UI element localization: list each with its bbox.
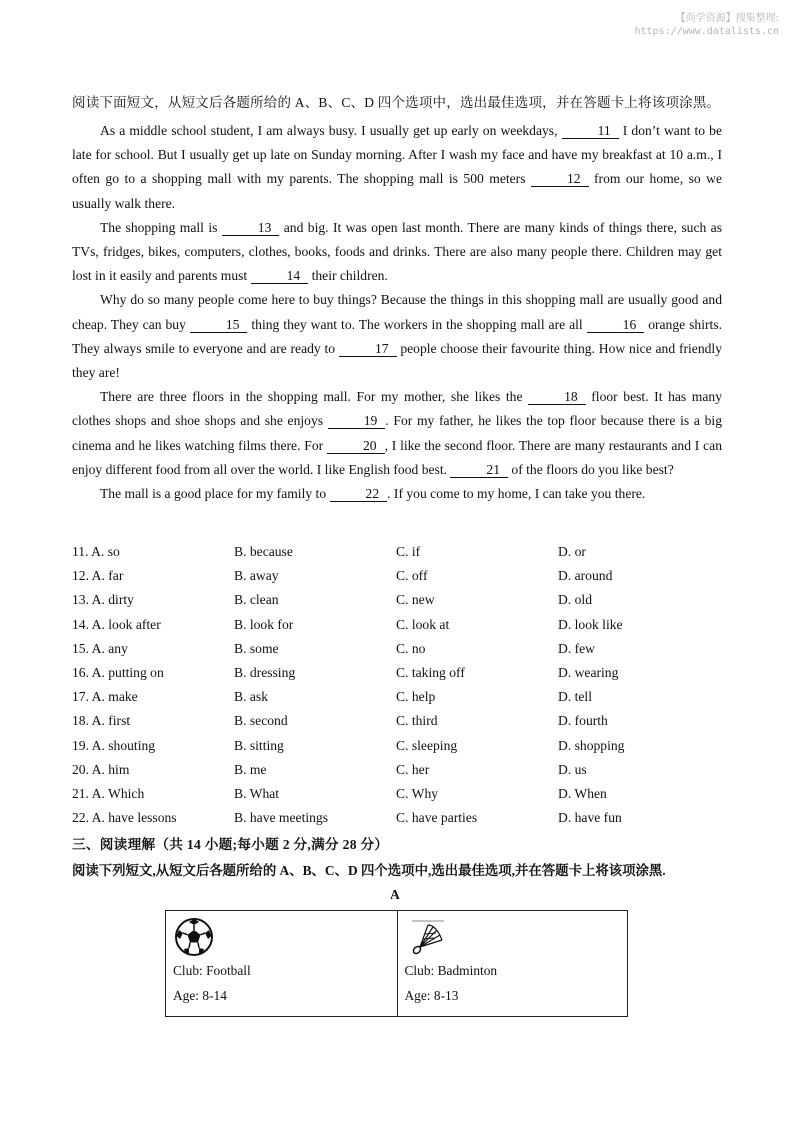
option-b: B. because xyxy=(234,544,293,560)
option-a: 12. A. far xyxy=(72,568,124,584)
passage-letter: A xyxy=(390,887,400,902)
option-c: C. have parties xyxy=(396,810,478,826)
passage-text: floor best. It has many clothes shops and shoe shops and she enjoys xyxy=(72,389,722,429)
passage-paragraph xyxy=(72,288,722,385)
option-b: B. clean xyxy=(234,592,279,608)
option-row xyxy=(72,661,732,685)
passage-text: The mall is a good place for my family to xyxy=(100,486,330,502)
option-a: 19. A. shouting xyxy=(72,737,156,753)
passage-text: orange shirts. They always smile to everyone and are ready to xyxy=(72,316,722,356)
passage-text: I don’t want to be late for school. But I usually get up late on Sunday morning. After I wash my face and have my breakfast at 10 a.m., I often go to a shopping mall with my parents. The shopping mall is 500 meters xyxy=(72,123,723,187)
club-name: Club: Badminton xyxy=(404,963,498,978)
option-d: D. have fun xyxy=(558,810,622,826)
passage-paragraph xyxy=(72,482,722,506)
option-c: C. help xyxy=(396,689,436,705)
option-row xyxy=(72,806,732,830)
blank-11: 11 xyxy=(562,124,619,139)
option-a: 18. A. first xyxy=(72,713,131,729)
blank-17: 17 xyxy=(339,342,397,357)
option-b: B. me xyxy=(234,761,267,777)
option-b: B. sitting xyxy=(234,737,284,753)
club-name: Club: Football xyxy=(173,963,251,978)
blank-13: 13 xyxy=(222,221,280,236)
option-c: C. Why xyxy=(396,785,439,801)
cloze-instruction: 阅读下面短文，从短文后各题所给的 A、B、C、D 四个选项中，选出最佳选项，并在答题卡上将该项涂黑。 xyxy=(72,95,721,110)
passage-text: As a middle school student, I am always busy. I usually get up early on weekdays, xyxy=(100,123,562,138)
passage-paragraph xyxy=(72,385,722,482)
option-a: 14. A. look after xyxy=(72,616,161,632)
option-b: B. some xyxy=(234,640,279,656)
option-d: D. old xyxy=(558,592,592,608)
option-row xyxy=(72,564,732,588)
blank-14: 14 xyxy=(251,269,309,284)
passage-paragraph xyxy=(72,216,722,289)
option-row xyxy=(72,540,732,564)
option-c: C. off xyxy=(396,568,428,584)
option-c: C. sleeping xyxy=(396,737,458,753)
passage-text: their children. xyxy=(308,268,388,284)
option-c: C. if xyxy=(396,544,421,560)
option-b: B. What xyxy=(234,785,280,801)
shuttlecock-icon xyxy=(406,917,446,957)
option-c: C. no xyxy=(396,640,426,656)
blank-16: 16 xyxy=(587,318,645,333)
watermark xyxy=(635,12,780,38)
club-cell-badminton xyxy=(397,911,628,1016)
club-age: Age: 8-13 xyxy=(404,988,459,1003)
option-d: D. fourth xyxy=(558,713,608,729)
passage-text: from our home, so we usually walk there. xyxy=(72,171,722,211)
option-c: C. new xyxy=(396,592,435,608)
option-d: D. around xyxy=(558,568,613,584)
option-row xyxy=(72,782,732,806)
option-c: C. her xyxy=(396,761,430,777)
option-d: D. shopping xyxy=(558,737,625,753)
passage-text: and big. It was open last month. There are many kinds of things there, such as TVs, fridges, bikes, computers, clothes, books, foods and drinks. There are also many people there. Children may get lost in it easily and parents must xyxy=(72,219,722,284)
blank-19: 19 xyxy=(328,414,386,429)
option-row xyxy=(72,637,732,661)
option-row xyxy=(72,685,732,709)
section-title: 三、阅读理解（共 14 小题;每小题 2 分,满分 28 分） xyxy=(72,837,389,852)
option-a: 13. A. dirty xyxy=(72,592,134,608)
passage-text: thing they want to. The workers in the shopping mall are all xyxy=(247,316,587,332)
option-d: D. tell xyxy=(558,689,592,705)
option-d: D. or xyxy=(558,544,586,560)
option-a: 21. A. Which xyxy=(72,785,145,801)
option-d: D. us xyxy=(558,761,587,777)
passage-text: . For my father, he likes the top floor because there is a big cinema and he likes watching films there. For xyxy=(72,413,722,453)
option-a: 11. A. so xyxy=(72,544,120,560)
club-table xyxy=(165,910,628,1017)
option-row xyxy=(72,613,732,637)
option-d: D. few xyxy=(558,640,595,656)
option-row xyxy=(72,588,732,612)
option-row xyxy=(72,734,732,758)
option-d: D. look like xyxy=(558,616,623,632)
option-b: B. second xyxy=(234,713,288,729)
options-list xyxy=(72,540,732,830)
option-a: 17. A. make xyxy=(72,689,138,705)
watermark-line2: https://www.datalists.cn xyxy=(634,26,779,37)
cloze-passage xyxy=(72,119,722,506)
blank-20: 20 xyxy=(327,439,385,454)
option-b: B. look for xyxy=(234,616,294,632)
soccer-ball-icon xyxy=(174,917,214,957)
option-d: D. wearing xyxy=(558,665,619,681)
passage-text: Why do so many people come here to buy things? Because the things in this shopping mall are usually good and cheap. They can buy xyxy=(72,292,722,332)
option-a: 15. A. any xyxy=(72,640,128,656)
passage-text: The shopping mall is xyxy=(100,219,222,235)
option-c: C. taking off xyxy=(396,665,465,681)
option-d: D. When xyxy=(558,785,607,801)
option-row xyxy=(72,709,732,733)
passage-text: of the floors do you like best? xyxy=(508,461,674,477)
club-cell-football xyxy=(166,911,397,1016)
blank-21: 21 xyxy=(450,463,508,478)
passage-text: , I like the second floor. There are many restaurants and I can enjoy different food from all over the world. I like English food best. xyxy=(72,437,722,477)
option-b: B. away xyxy=(234,568,279,584)
option-a: 20. A. him xyxy=(72,761,130,777)
option-b: B. ask xyxy=(234,689,268,705)
blank-12: 12 xyxy=(531,172,589,187)
option-b: B. have meetings xyxy=(234,810,329,826)
passage-text: people choose their favourite thing. How nice and friendly they are! xyxy=(72,340,722,381)
option-row xyxy=(72,758,732,782)
passage-text: There are three floors in the shopping mall. For my mother, she likes the xyxy=(100,389,529,405)
option-a: 22. A. have lessons xyxy=(72,810,177,826)
club-age: Age: 8-14 xyxy=(173,988,227,1003)
passage-paragraph xyxy=(72,119,722,216)
option-c: C. third xyxy=(396,713,438,729)
option-c: C. look at xyxy=(396,616,450,632)
watermark-line1: 【尚学资源】搜集整理: xyxy=(675,13,779,24)
option-a: 16. A. putting on xyxy=(72,665,164,681)
blank-15: 15 xyxy=(190,318,248,333)
passage-text: . If you come to my home, I can take you there. xyxy=(387,486,646,502)
section-instruction: 阅读下列短文,从短文后各题所给的 A、B、C、D 四个选项中,选出最佳选项,并在答题卡上将该项涂黑. xyxy=(72,863,666,878)
option-b: B. dressing xyxy=(234,665,296,681)
blank-22: 22 xyxy=(330,487,388,502)
blank-18: 18 xyxy=(528,390,586,405)
